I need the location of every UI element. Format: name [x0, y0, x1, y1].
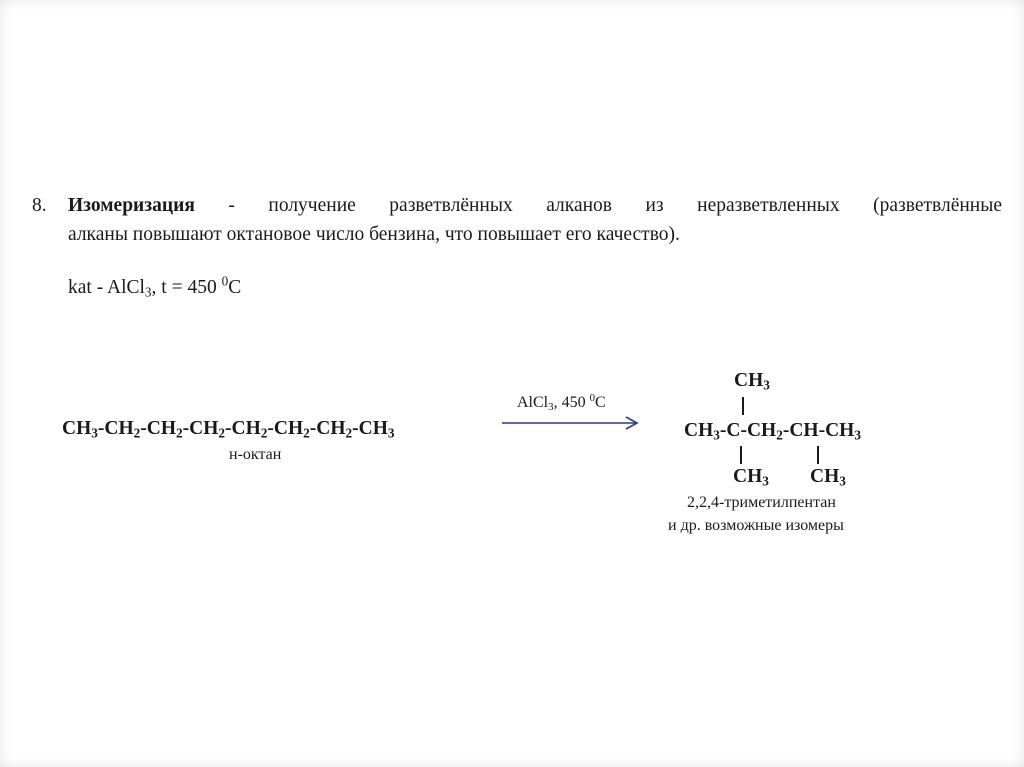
catalyst-conditions [68, 273, 242, 300]
definition-text: - получение разветвлённых алканов из неразветвленных (разветвлённые [194, 195, 1002, 216]
term-isomerization: Изомеризация [68, 195, 195, 216]
bond-bottom-left [740, 446, 742, 464]
arrow-conditions: AlCl$_3$, 450 $^0$C [517, 392, 606, 414]
temperature-text: , t = 450 [151, 277, 222, 298]
bond-bottom-right [817, 446, 819, 464]
degree-superscript: 0 [221, 273, 229, 289]
product-top-methyl: $CH_3$ [734, 370, 770, 393]
product-bottom-right-methyl: $CH_3$ [810, 466, 846, 489]
reaction-arrow-icon [502, 415, 642, 431]
product-main-chain: $CH_3-C-CH_2-CH-CH_3$ [684, 420, 861, 443]
list-item-number: 8. [32, 195, 47, 216]
definition-line-2: алканы повышают октановое число бензина, что повышает его качество). [68, 224, 680, 245]
temperature-unit: С [228, 277, 242, 298]
reactant-formula: $CH_3-CH_2-CH_2-CH_2-CH_2-CH_2-CH_2-CH_3$ [62, 418, 395, 441]
product-note: и др. возможные изомеры [668, 517, 844, 534]
definition-line-1 [68, 195, 1002, 217]
catalyst-text: kat - AlCl [68, 277, 145, 298]
reactant-name: н-октан [229, 446, 282, 463]
product-name: 2,2,4-триметилпентан [687, 494, 836, 511]
product-bottom-left-methyl: $CH_3$ [733, 466, 769, 489]
bond-top [742, 397, 744, 415]
catalyst-subscript: 3 [144, 284, 152, 300]
